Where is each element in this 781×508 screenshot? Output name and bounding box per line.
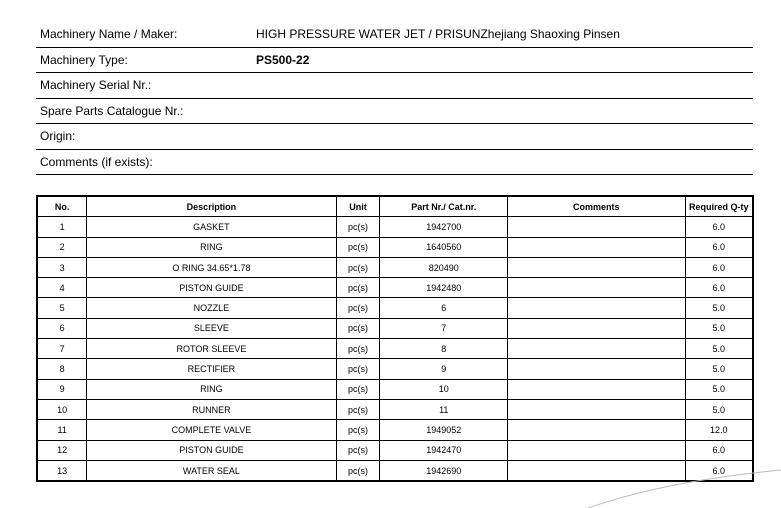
- cell-part-nr: 8: [380, 339, 508, 359]
- cell-unit: pc(s): [336, 359, 380, 379]
- cell-part-nr: 10: [380, 379, 508, 399]
- cell-description: RECTIFIER: [87, 359, 336, 379]
- cell-no: 8: [37, 359, 87, 379]
- cell-required-qty: 5.0: [685, 359, 753, 379]
- cell-required-qty: 6.0: [685, 237, 753, 257]
- cell-unit: pc(s): [336, 298, 380, 318]
- cell-description: PISTON GUIDE: [87, 278, 336, 298]
- cell-unit: pc(s): [336, 440, 380, 460]
- cell-no: 4: [37, 278, 87, 298]
- cell-unit: pc(s): [336, 237, 380, 257]
- cell-description: RUNNER: [87, 399, 336, 419]
- cell-description: O RING 34.65*1.78: [87, 257, 336, 277]
- cell-no: 13: [37, 460, 87, 481]
- cell-description: COMPLETE VALVE: [87, 420, 336, 440]
- cell-required-qty: 6.0: [685, 217, 753, 237]
- cell-no: 7: [37, 339, 87, 359]
- cell-no: 1: [37, 217, 87, 237]
- cell-part-nr: 6: [380, 298, 508, 318]
- machinery-type-value: PS500-22: [252, 47, 753, 73]
- cell-required-qty: 5.0: [685, 298, 753, 318]
- cell-required-qty: 6.0: [685, 440, 753, 460]
- cell-no: 10: [37, 399, 87, 419]
- cell-no: 11: [37, 420, 87, 440]
- cell-part-nr: 11: [380, 399, 508, 419]
- cell-unit: pc(s): [336, 278, 380, 298]
- column-header-description: Description: [87, 196, 336, 217]
- cell-required-qty: 6.0: [685, 257, 753, 277]
- cell-part-nr: 1942690: [380, 460, 508, 481]
- cell-unit: pc(s): [336, 339, 380, 359]
- cell-no: 5: [37, 298, 87, 318]
- cell-required-qty: 6.0: [685, 460, 753, 481]
- cell-part-nr: 1942700: [380, 217, 508, 237]
- column-header-no: No.: [37, 196, 87, 217]
- cell-unit: pc(s): [336, 420, 380, 440]
- comments-label: Comments (if exists):: [36, 149, 252, 175]
- origin-label: Origin:: [36, 124, 252, 150]
- cell-part-nr: 9: [380, 359, 508, 379]
- cell-unit: pc(s): [336, 318, 380, 338]
- cell-required-qty: 5.0: [685, 339, 753, 359]
- cell-description: SLEEVE: [87, 318, 336, 338]
- column-header-required-qty: Required Q-ty: [685, 196, 753, 217]
- cell-part-nr: 1640560: [380, 237, 508, 257]
- cell-unit: pc(s): [336, 379, 380, 399]
- cell-required-qty: 12.0: [685, 420, 753, 440]
- cell-part-nr: 820490: [380, 257, 508, 277]
- cell-description: NOZZLE: [87, 298, 336, 318]
- machinery-name-label: Machinery Name / Maker:: [36, 22, 252, 47]
- machinery-type-label: Machinery Type:: [36, 47, 252, 73]
- cell-no: 6: [37, 318, 87, 338]
- machinery-name-value: HIGH PRESSURE WATER JET / PRISUNZhejiang Shaoxing Pinsen: [252, 22, 753, 47]
- cell-description: RING: [87, 237, 336, 257]
- catalogue-number-label: Spare Parts Catalogue Nr.:: [36, 98, 252, 124]
- cell-required-qty: 5.0: [685, 399, 753, 419]
- cell-description: GASKET: [87, 217, 336, 237]
- cell-description: ROTOR SLEEVE: [87, 339, 336, 359]
- cell-required-qty: 6.0: [685, 278, 753, 298]
- cell-description: WATER SEAL: [87, 460, 336, 481]
- cell-unit: pc(s): [336, 460, 380, 481]
- cell-description: PISTON GUIDE: [87, 440, 336, 460]
- cell-part-nr: 1949052: [380, 420, 508, 440]
- column-header-part-nr: Part Nr./ Cat.nr.: [380, 196, 508, 217]
- cell-unit: pc(s): [336, 399, 380, 419]
- cell-part-nr: 1942470: [380, 440, 508, 460]
- cell-description: RING: [87, 379, 336, 399]
- cell-unit: pc(s): [336, 257, 380, 277]
- cell-required-qty: 5.0: [685, 318, 753, 338]
- cell-part-nr: 1942480: [380, 278, 508, 298]
- cell-unit: pc(s): [336, 217, 380, 237]
- column-header-comments: Comments: [508, 196, 685, 217]
- column-header-unit: Unit: [336, 196, 380, 217]
- cell-required-qty: 5.0: [685, 379, 753, 399]
- cell-no: 12: [37, 440, 87, 460]
- cell-no: 9: [37, 379, 87, 399]
- cell-part-nr: 7: [380, 318, 508, 338]
- cell-no: 2: [37, 237, 87, 257]
- serial-number-label: Machinery Serial Nr.:: [36, 73, 252, 99]
- cell-no: 3: [37, 257, 87, 277]
